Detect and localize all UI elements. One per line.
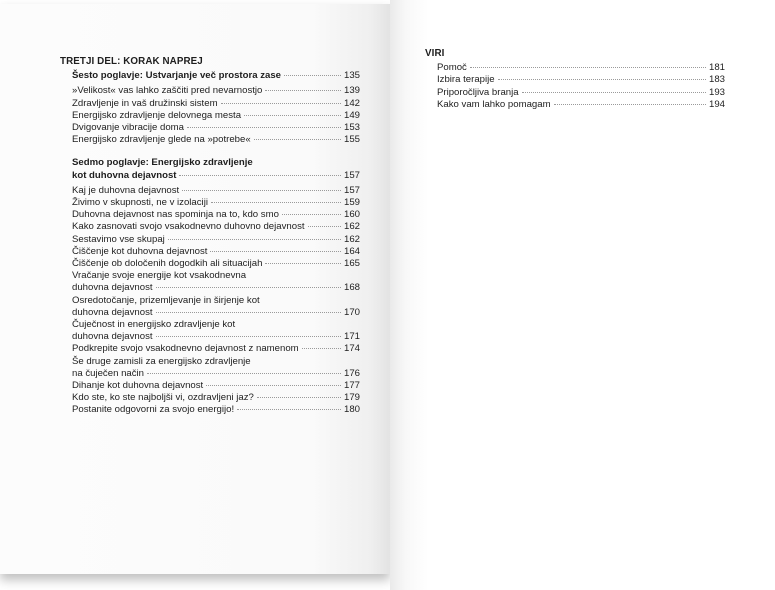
toc-entry	[60, 209, 360, 221]
toc-entry	[60, 85, 360, 97]
leader-dots	[156, 312, 341, 313]
chapter7-page: 157	[343, 169, 360, 181]
leader-dots	[147, 373, 341, 374]
toc-entry	[60, 368, 360, 380]
toc-entry	[60, 282, 360, 294]
toc-entry	[60, 185, 360, 197]
entry-label: »Velikost« vas lahko zaščiti pred nevarnostjo	[72, 85, 263, 97]
leader-dots	[522, 92, 706, 93]
toc-entry	[425, 74, 725, 86]
entry-label: Podkrepite svojo vsakodnevno dejavnost z namenom	[72, 343, 299, 355]
leader-dots	[206, 385, 341, 386]
entry-label: duhovna dejavnost	[72, 306, 153, 318]
entry-label: duhovna dejavnost	[72, 331, 153, 343]
chapter6-page: 135	[343, 70, 360, 82]
entry-page: 183	[708, 74, 725, 86]
leader-dots	[265, 263, 341, 264]
entry-page: 179	[343, 392, 360, 404]
entry-page: 162	[343, 221, 360, 233]
entry-page: 160	[343, 209, 360, 221]
toc-entry	[60, 221, 360, 233]
entry-label: Postanite odgovorni za svojo energijo!	[72, 404, 235, 416]
leader-dots	[308, 226, 341, 227]
entry-page: 165	[343, 258, 360, 270]
entry-page: 174	[343, 343, 360, 355]
leader-dots	[168, 239, 341, 240]
entry-page: 194	[708, 98, 725, 110]
entry-page: 157	[343, 184, 360, 196]
entry-label: Sestavimo vse skupaj	[72, 233, 165, 245]
entry-label-line1: Vračanje svoje energije kot vsakodnevna	[72, 270, 247, 282]
toc-entry	[60, 392, 360, 404]
leader-dots	[244, 115, 341, 116]
entry-label: Živimo v skupnosti, ne v izolaciji	[72, 197, 208, 209]
entry-label: Dihanje kot duhovna dejavnost	[72, 380, 204, 392]
entry-label-line1: Osredotočanje, prizemljevanje in širjenje kot	[72, 294, 260, 306]
entry-page: 162	[343, 233, 360, 245]
chapter7-heading	[60, 170, 360, 182]
leader-dots	[254, 139, 341, 140]
entry-page: 193	[708, 86, 725, 98]
leader-dots	[265, 90, 341, 91]
leader-dots	[498, 79, 706, 80]
leader-dots	[282, 214, 341, 215]
leader-dots	[257, 397, 341, 398]
toc-entry	[425, 87, 725, 99]
right-toc	[425, 48, 725, 111]
leader-dots	[156, 287, 341, 288]
left-toc	[60, 56, 360, 417]
entry-page: 176	[343, 367, 360, 379]
toc-entry	[60, 307, 360, 319]
entry-page: 142	[343, 97, 360, 109]
entry-label: Čiščenje ob določenih dogodkih ali situacijah	[72, 258, 263, 270]
part-title: TRETJI DEL: KORAK NAPREJ	[60, 56, 203, 67]
entry-label: Kdo ste, ko ste najboljši vi, ozdravljeni jaz?	[72, 392, 254, 404]
toc-entry	[425, 62, 725, 74]
toc-entry	[60, 234, 360, 246]
leader-dots	[284, 75, 341, 76]
chapter7-title-line2: kot duhovna dejavnost	[72, 169, 177, 181]
entry-page: 181	[708, 62, 725, 74]
entry-page: 168	[343, 282, 360, 294]
entry-page: 171	[343, 331, 360, 343]
entry-page: 159	[343, 197, 360, 209]
chapter6-heading	[60, 70, 360, 82]
entry-label: Pomoč	[437, 62, 467, 74]
entry-label: Izbira terapije	[437, 74, 495, 86]
leader-dots	[237, 409, 341, 410]
entry-page: 170	[343, 306, 360, 318]
entry-page: 149	[343, 109, 360, 121]
toc-entry	[60, 343, 360, 355]
entry-label: Energijsko zdravljenje glede na »potrebe«	[72, 134, 251, 146]
toc-entry	[60, 197, 360, 209]
entry-label: Kako vam lahko pomagam	[437, 98, 551, 110]
entry-label: na čuječen način	[72, 367, 145, 379]
toc-entry	[60, 122, 360, 134]
leader-dots	[221, 103, 341, 104]
entry-label-line1: Čuječnost in energijsko zdravljenje kot	[72, 319, 236, 331]
entry-label: Dvigovanje vibracije doma	[72, 122, 184, 134]
toc-entry	[60, 246, 360, 258]
entry-page: 177	[343, 380, 360, 392]
leader-dots	[156, 336, 341, 337]
leader-dots	[182, 190, 341, 191]
entry-label: Duhovna dejavnost nas spominja na to, kdo smo	[72, 209, 279, 221]
entry-page: 139	[343, 85, 360, 97]
leader-dots	[187, 127, 341, 128]
toc-entry	[60, 98, 360, 110]
entry-page: 164	[343, 245, 360, 257]
toc-entry	[60, 380, 360, 392]
entry-page: 155	[343, 134, 360, 146]
leader-dots	[470, 67, 706, 68]
entry-label: Energijsko zdravljenje delovnega mesta	[72, 109, 242, 121]
leader-dots	[302, 348, 341, 349]
chapter7-title-line1: Sedmo poglavje: Energijsko zdravljenje	[72, 157, 253, 169]
toc-entry	[60, 404, 360, 416]
entry-label: Priporočljiva branja	[437, 86, 519, 98]
entry-label: Kaj je duhovna dejavnost	[72, 184, 180, 196]
leader-dots	[554, 104, 706, 105]
toc-entry	[60, 110, 360, 122]
section-title: VIRI	[425, 48, 445, 59]
entry-label-line1: Še druge zamisli za energijsko zdravljenje	[72, 355, 251, 367]
entry-label: Zdravljenje in vaš družinski sistem	[72, 97, 218, 109]
chapter6-title: Šesto poglavje: Ustvarjanje več prostora zase	[72, 70, 282, 82]
toc-entry	[60, 134, 360, 146]
toc-entry	[60, 331, 360, 343]
toc-entry	[425, 99, 725, 111]
entry-label: duhovna dejavnost	[72, 282, 153, 294]
toc-entry	[60, 258, 360, 270]
entry-label: Kako zasnovati svojo vsakodnevno duhovno dejavnost	[72, 221, 305, 233]
entry-label: Čiščenje kot duhovna dejavnost	[72, 245, 208, 257]
leader-dots	[211, 202, 341, 203]
leader-dots	[179, 175, 341, 176]
entry-page: 153	[343, 122, 360, 134]
leader-dots	[210, 251, 341, 252]
entry-page: 180	[343, 404, 360, 416]
